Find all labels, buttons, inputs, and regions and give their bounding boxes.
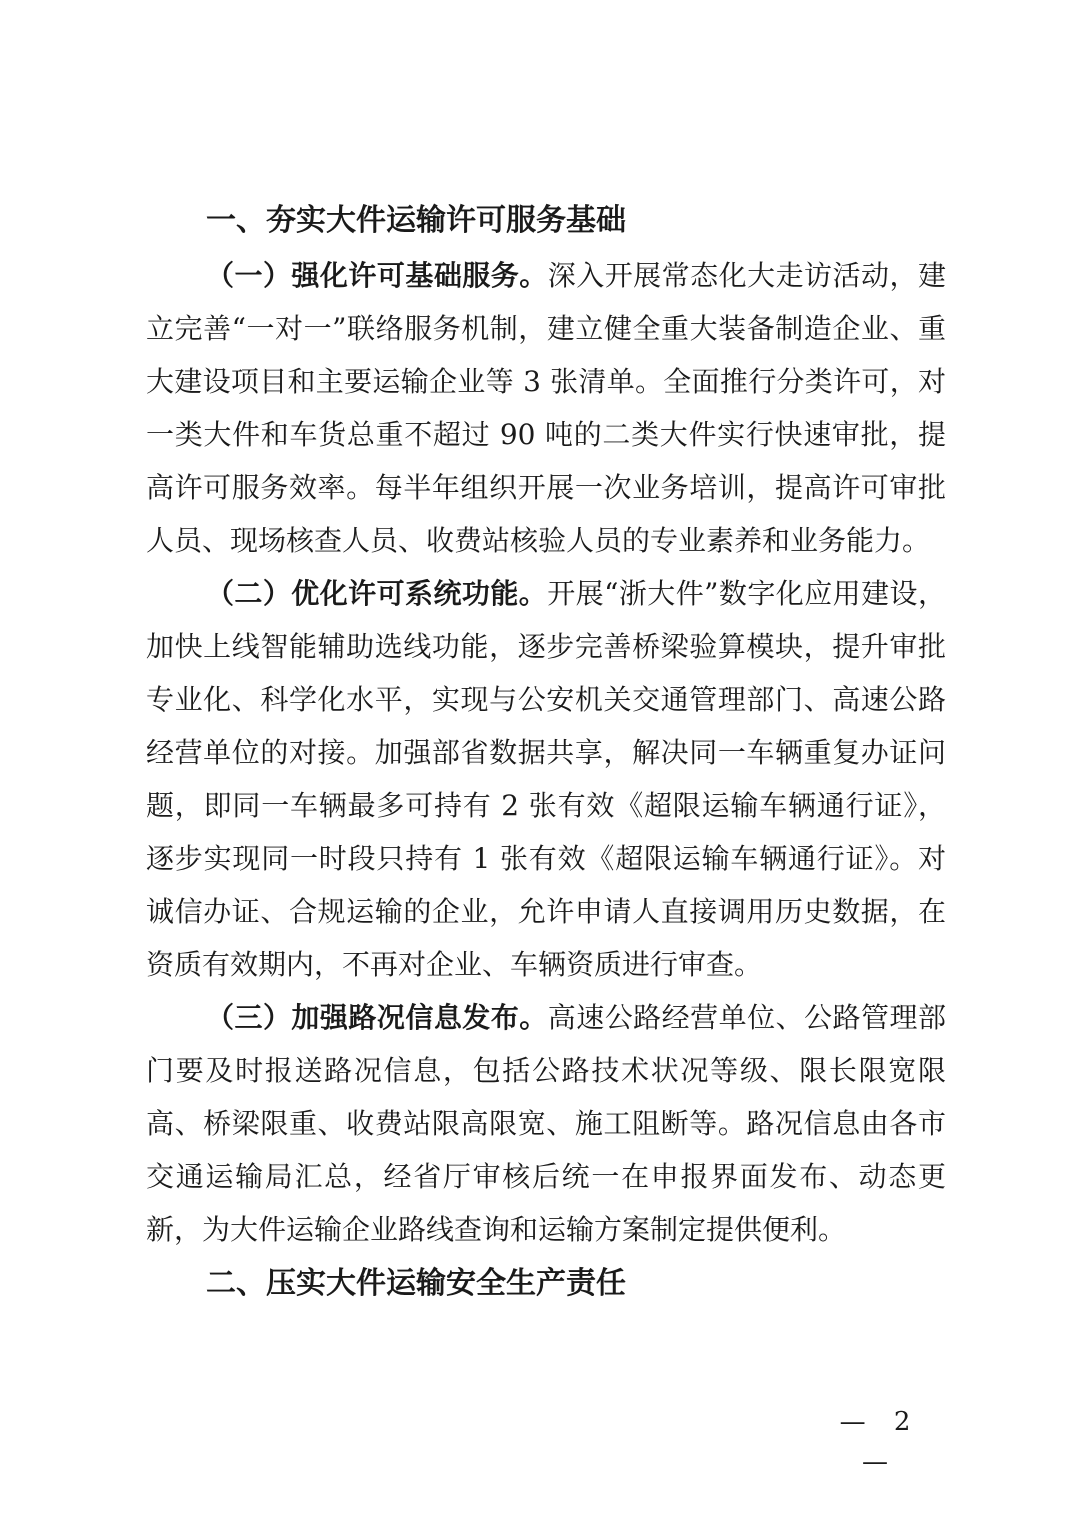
paragraph-2-text: 开展“浙大件”数字化应用建设，加快上线智能辅助选线功能，逐步完善桥梁验算模块，提升审批专业化、科学化水平，实现与公安机关交通管理部门、高速公路经营单位的对接。加强部省数据共享，解决同一车辆重复办证问题，即同一车辆最多可持有 2 张有效《超限运输车辆通行证》，逐步实现同一时段只持有 1 张有效《超限运输车辆通行证》。对诚信办证、合规运输的企业，允许申请人直接调用历史数据，在资质有效期内，不再对企业、车辆资质进行审查。	[146, 577, 946, 981]
paragraph-3-text: 高速公路经营单位、公路管理部门要及时报送路况信息，包括公路技术状况等级、限长限宽限高、桥梁限重、收费站限高限宽、施工阻断等。路况信息由各市交通运输局汇总，经省厅审核后统一在申报界面发布、动态更新，为大件运输企业路线查询和运输方案制定提供便利。	[146, 1001, 946, 1246]
paragraph-1	[146, 249, 946, 567]
page-number: — 2 —	[839, 1407, 921, 1477]
paragraph-2-lead: （二）优化许可系统功能。	[206, 577, 548, 610]
paragraph-2	[146, 567, 946, 991]
paragraph-1-lead: （一）强化许可基础服务。	[206, 259, 548, 292]
paragraph-3-lead: （三）加强路况信息发布。	[206, 1001, 548, 1034]
document-body	[146, 193, 946, 1312]
paragraph-3	[146, 991, 946, 1256]
section-heading-2: 二、压实大件运输安全生产责任	[206, 1266, 626, 1301]
section-heading-1: 一、夯实大件运输许可服务基础	[206, 203, 626, 238]
paragraph-1-text: 深入开展常态化大走访活动，建立完善“一对一”联络服务机制，建立健全重大装备制造企业、重大建设项目和主要运输企业等 3 张清单。全面推行分类许可，对一类大件和车货总重不超过 90 吨的二类大件实行快速审批，提高许可服务效率。每半年组织开展一次业务培训，提高许可审批人员、现场核查人员、收费站核验人员的专业素养和业务能力。	[146, 259, 946, 557]
